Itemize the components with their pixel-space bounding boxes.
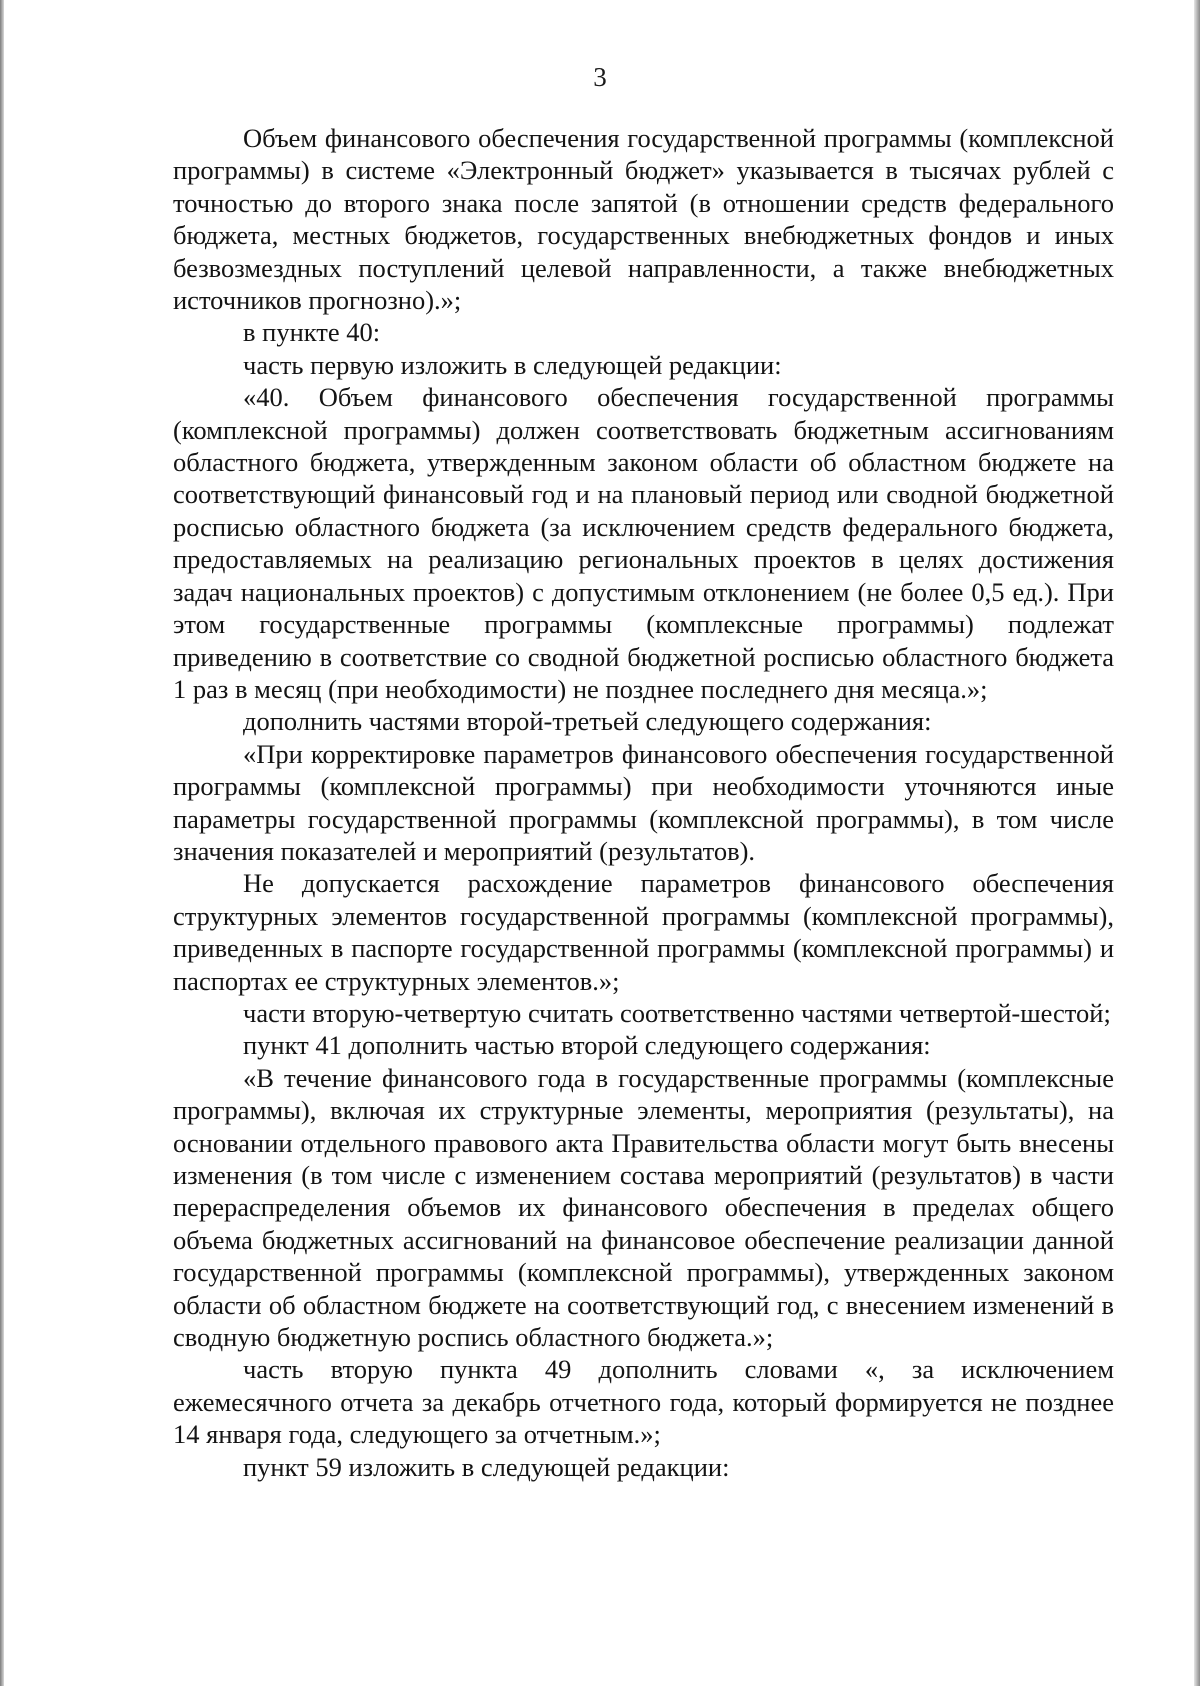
document-body [173,122,1114,1483]
paragraph: Объем финансового обеспечения государственной программы (комплексной программы) в системе «Электронный бюджет» указывается в тысячах рублей с точностью до второго знака после запятой (в отношении средств федерального бюджета, местных бюджетов, государственных внебюджетных фондов и иных безвозмездных поступлений целевой направленности, а также внебюджетных источников прогнозно).»; [173,123,1114,316]
paragraph: «40. Объем финансового обеспечения государственной программы (комплексной программы) должен соответствовать бюджетным ассигнованиям областного бюджета, утвержденным законом области об областном бюджете на соответствующий финансовый год и на плановый период или сводной бюджетной росписью областного бюджета (за исключением средств федерального бюджета, предоставляемых на реализацию региональных проектов в целях достижения задач национальных проектов) с допустимым отклонением (не более 0,5 ед.). При этом государственные программы (комплексные программы) подлежат приведению в соответствие со сводной бюджетной росписью областного бюджета 1 раз в месяц (при необходимости) не позднее последнего дня месяца.»; [173,382,1114,704]
scan-edge-left [0,0,4,1686]
paragraph: дополнить частями второй-третьей следующего содержания: [243,706,932,737]
paragraph: пункт 41 дополнить частью второй следующего содержания: [243,1030,931,1061]
paragraph: пункт 59 изложить в следующей редакции: [243,1451,730,1482]
paragraph: Не допускается расхождение параметров финансового обеспечения структурных элементов государственной программы (комплексной программы), приведенных в паспорте государственной программы (комплексной программы) и паспортах ее структурных элементов.»; [173,868,1114,996]
page-number: 3 [593,62,607,92]
paragraph: «В течение финансового года в государственные программы (комплексные программы), включая их структурные элементы, мероприятия (результаты), на основании отдельного правового акта Правительства области могут быть внесены изменения (в том числе с изменением состава мероприятий (результатов) в части перераспределения объемов их финансового обеспечения в пределах общего объема бюджетных ассигнований на финансовое обеспечение реализации данной государственной программы (комплексной программы), утвержденных законом области об областном бюджете на соответствующий год, с внесением изменений в сводную бюджетную роспись областного бюджета.»; [173,1062,1114,1353]
paragraph: части вторую-четвертую считать соответственно частями четвертой-шестой; [243,997,1111,1028]
scan-edge-right [1194,0,1200,1686]
paragraph: часть вторую пункта 49 дополнить словами «, за исключением ежемесячного отчета за декабрь отчетного года, который формируется не позднее 14 января года, следующего за отчетным.»; [173,1354,1114,1450]
paragraph: «При корректировке параметров финансового обеспечения государственной программы (комплексной программы) при необходимости уточняются иные параметры государственной программы (комплексной программы), в том числе значения показателей и мероприятий (результатов). [173,738,1114,866]
paragraph: в пункте 40: [243,317,381,348]
paragraph: часть первую изложить в следующей редакции: [243,349,782,380]
